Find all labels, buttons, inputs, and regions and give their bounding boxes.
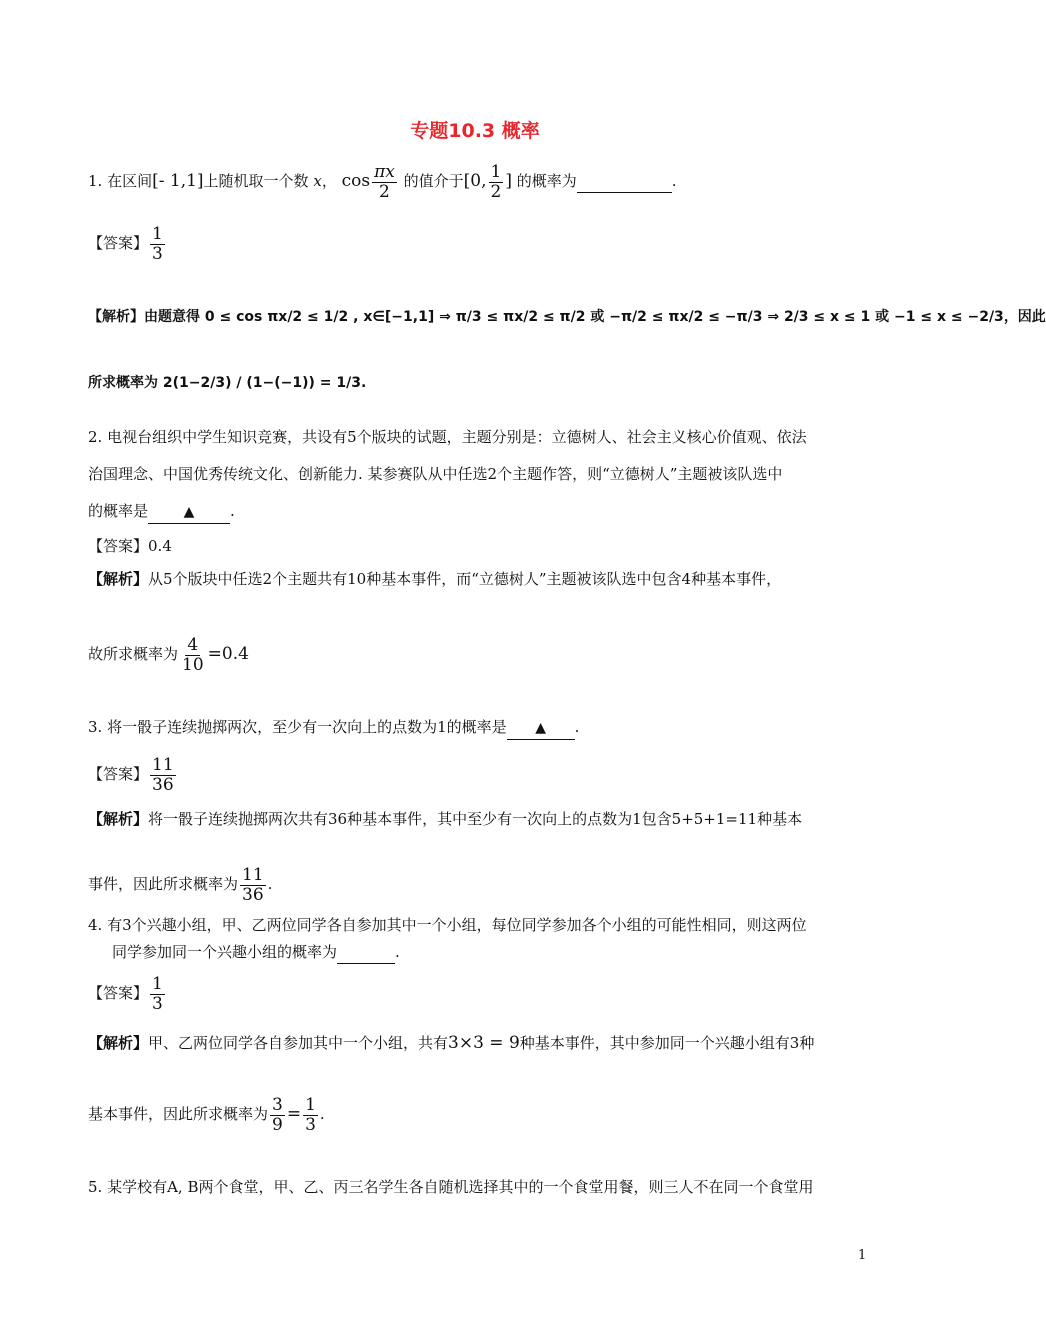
page-title: 专题10.3 概率 [410,120,540,142]
analysis-4: 【解析】甲、乙两位同学各自参加其中一个小组，共有3×3 = 9种基本事件，其中参加同一个兴趣小组有3种 [88,1033,815,1053]
question-2-line-1: 2. 电视台组织中学生知识竞赛，共设有5个版块的试题，主题分别是：立德树人、社会主义核心价值观、依法 [88,428,807,446]
cos-fraction: $\frac{\pi x}{2}$ [374,162,395,202]
analysis-2: 【解析】从5个版块中任选2个主题共有10种基本事件，而“立德树人”主题被该队选中包含4种基本事件， [88,570,782,588]
analysis-2-result: 故所求概率为 $\frac{4}{10}$ =0.4 [88,635,249,675]
answer-1: 【答案】 $\frac{1}{3}$ [88,224,163,264]
answer-4: 【答案】 $\frac{1}{3}$ [88,974,163,1014]
question-2-line-2: 治国理念、中国优秀传统文化、创新能力. 某参赛队从中任选2个主题作答，则“立德树人”主题被该队选中 [88,465,783,483]
question-4-line-2: 同学参加同一个兴趣小组的概率为 . [112,941,400,964]
question-1: 1. 在区间[- 1,1]上随机取一个数 x， cos $\frac{\pi x}{2}$ 的值介于[0, $\frac{1}{2}$ ] 的概率为 . [88,162,677,202]
question-3: 3. 将一骰子连续抛掷两次，至少有一次向上的点数为1的概率是 ▲ . [88,716,579,740]
answer-3: 【答案】 $\frac{11}{36}$ [88,755,174,795]
analysis-3-result: 事件，因此所求概率为 $\frac{11}{36}$ . [88,865,273,905]
analysis-4-result: 基本事件，因此所求概率为 $\frac{3}{9}$ = $\frac{1}{3}$ . [88,1095,325,1135]
answer-blank [507,716,575,740]
triangle-icon: ▲ [183,504,195,520]
answer-blank [148,500,230,524]
answer-blank [337,941,395,964]
question-5-line-1: 5. 某学校有A, B两个食堂，甲、乙、丙三名学生各自随机选择其中的一个食堂用餐，则三人不在同一个食堂用 [88,1178,814,1196]
analysis-1-result: 所求概率为 2(1−2/3) / (1−(−1)) = 1/3. [88,375,367,391]
page-number: 1 [858,1248,867,1263]
question-2-line-3: 的概率是 ▲ . [88,500,235,524]
question-4-line-1: 4. 有3个兴趣小组，甲、乙两位同学各自参加其中一个小组，每位同学参加各个小组的可能性相同，则这两位 [88,916,807,934]
analysis-3: 【解析】将一骰子连续抛掷两次共有36种基本事件，其中至少有一次向上的点数为1包含5+5+1=11种基本 [88,810,803,828]
triangle-icon: ▲ [535,720,547,736]
answer-blank [577,170,672,193]
answer-2: 【答案】0.4 [88,537,172,555]
analysis-1: 【解析】由题意得 0 ≤ cos πx/2 ≤ 1/2 , x∈[−1,1] ⇒ π/3 ≤ πx/2 ≤ π/2 或 −π/2 ≤ πx/2 ≤ −π/3 ⇒ 2/3 ≤ x ≤ 1 或 −1 ≤ x ≤ −2/3，因此 [88,309,1046,325]
